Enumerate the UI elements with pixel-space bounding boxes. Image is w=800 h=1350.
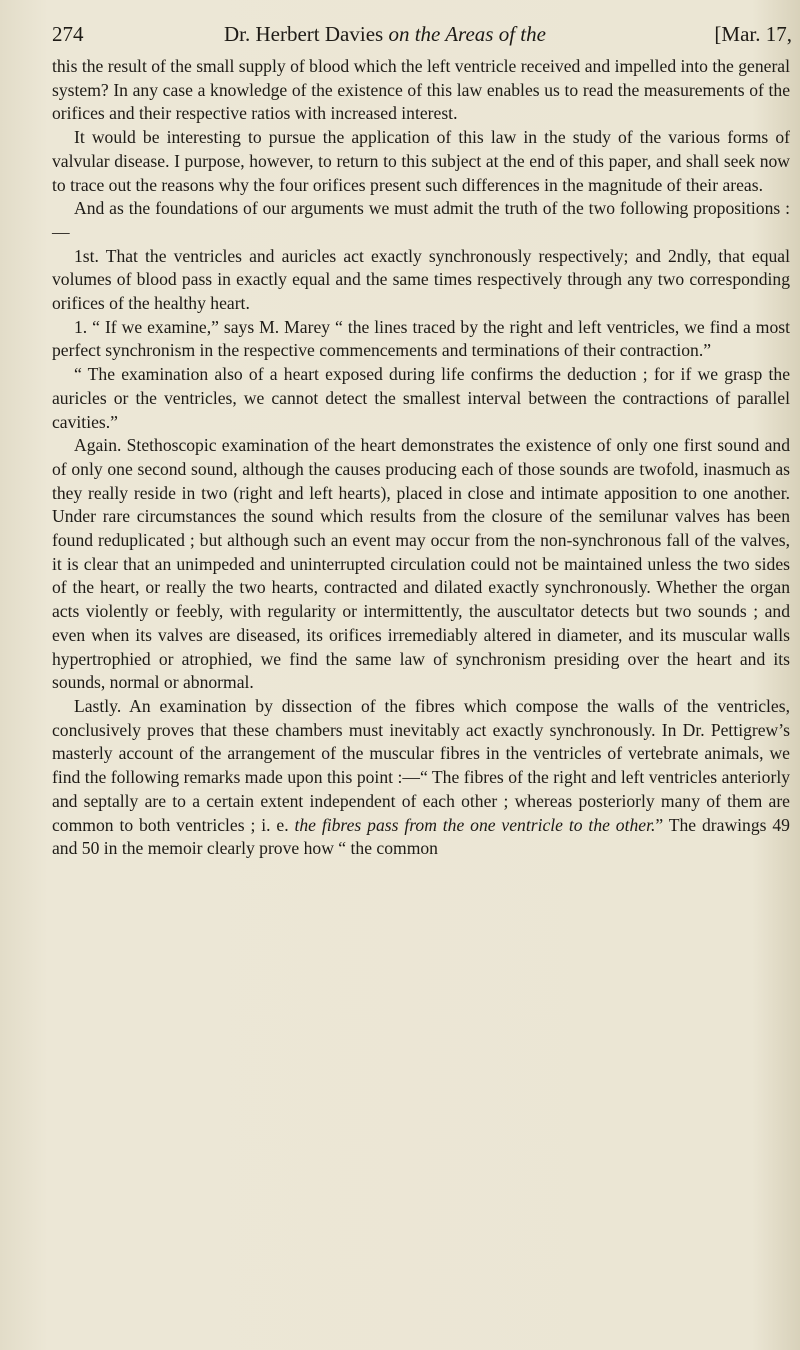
paragraph-examination-quote: “ The examination also of a heart exposed during life confirms the deduction ; for if we grasp the auricles or the ventricles, we cannot detect the smallest interval between the contractions of parallel cavities.”: [52, 364, 790, 432]
running-title-author: Dr. Herbert Davies: [224, 22, 389, 46]
dissection-italic: the fibres pass from the one ventricle to the other.: [294, 814, 656, 835]
running-title: [224, 18, 546, 50]
dissection-tail: ” The drawings 49 and 50 in the memoir clearly prove how “ the common: [52, 814, 790, 859]
body-text: [52, 55, 790, 861]
paragraph-marey-quote: 1. “ If we examine,” says M. Marey “ the lines traced by the right and left ventricles, we find a most perfect synchronism in the respective commencements and terminations of their contraction.”: [52, 316, 790, 361]
paragraph-dissection: [52, 695, 790, 861]
paragraph-stethoscopic: Again. Stethoscopic examination of the heart demonstrates the existence of only one first sound and of only one second sound, although the causes producing each of those sounds are twofold, inasmuch as they really reside in two (right and left hearts), placed in close and intimate apposition to one another. Under rare circumstances the sound which results from the closure of the semilunar valves has been found reduplicated ; but although such an event may occur from the non-synchronous fall of the valves, it is clear that an unimpeded and uninterrupted circulation could not be maintained unless the two sides of the heart, or really the two hearts, contracted and dilated exactly synchronously. Whether the organ acts violently or feebly, with regularity or intermittently, the auscultator detects but two sounds ; and even when its valves are diseased, its orifices irremediably altered in diameter, and its muscular walls hypertrophied or atrophied, we find the same law of synchronism presiding over the heart and its sounds, normal or abnormal.: [52, 435, 790, 693]
paragraph-foundations: And as the foundations of our arguments we must admit the truth of the two following propositions :—: [52, 198, 790, 242]
issue-date: [Mar. 17,: [714, 22, 792, 46]
paragraph-continued: this the result of the small supply of blood which the left ventricle received and impelled into the general system? In any case a knowledge of the existence of this law enables us to read the measurements of the orifices and their respective ratios with increased interest.: [52, 56, 790, 124]
dissection-lead: Lastly. An examination by dissection of the fibres which compose the walls of the ventricles, conclusively proves that these chambers must inevitably act exactly synchronously. In Dr. Pettigrew’s masterly account of the arrangement of the muscular fibres in the ventricles of vertebrate animals, we find the following remarks made upon this point :—“ The fibres of the right and left ventricles anteriorly and septally are to a certain extent independent of each other ; whereas posteriorly many of them are common to both ventricles ; i. e.: [52, 695, 790, 835]
running-header: [52, 18, 792, 50]
paragraph-propositions: 1st. That the ventricles and auricles act exactly synchronously respectively; and 2ndly, that equal volumes of blood pass in exactly equal and the same times respectively through any two corresponding orifices of the healthy heart.: [52, 245, 790, 314]
running-title-subject: on the Areas of the: [388, 22, 546, 46]
paragraph-valvular-disease: It would be interesting to pursue the application of this law in the study of the various forms of valvular disease. I purpose, however, to return to this subject at the end of this paper, and shall seek now to trace out the reasons why the four orifices present such differences in the magnitude of their areas.: [52, 127, 790, 195]
page-number: 274: [52, 22, 84, 46]
